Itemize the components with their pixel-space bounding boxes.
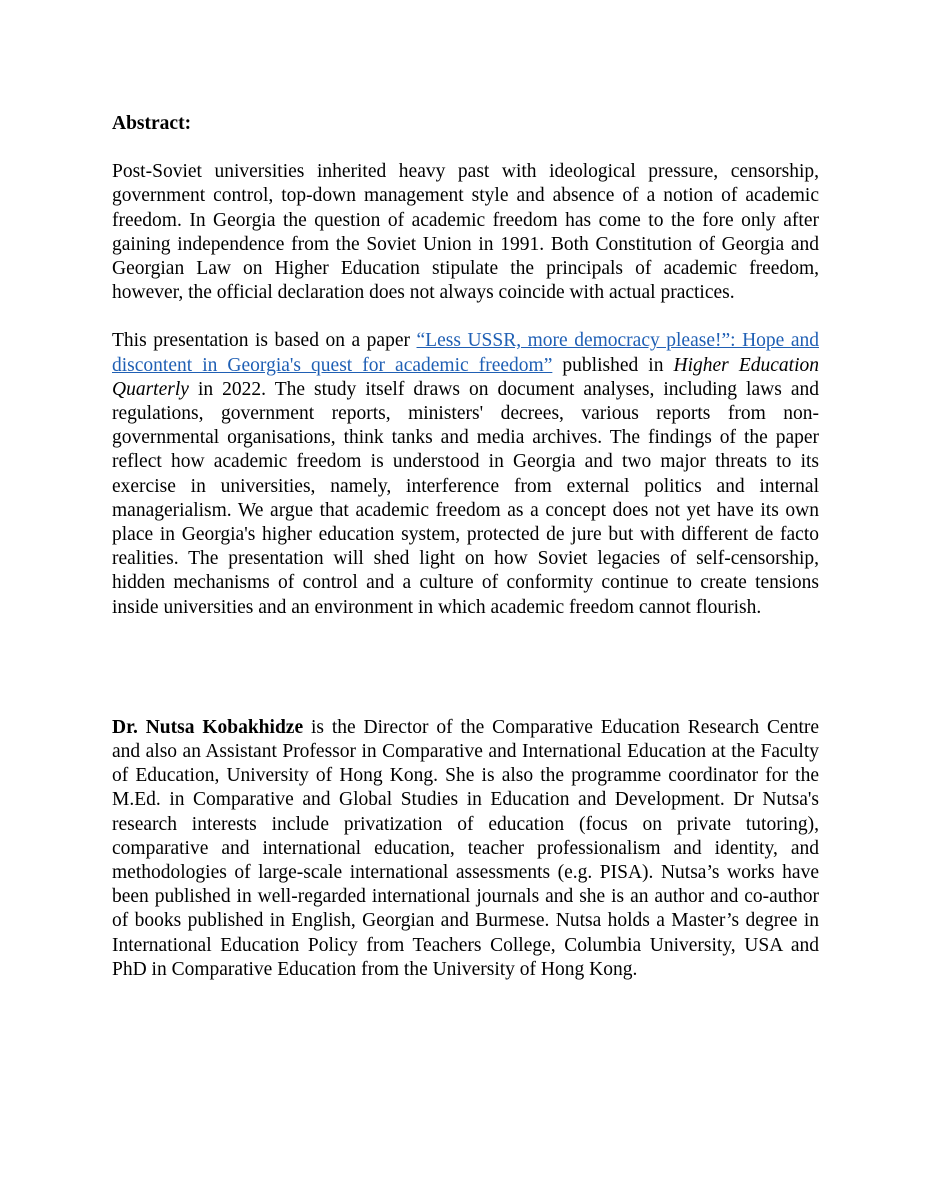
abstract-paragraph-1: Post-Soviet universities inherited heavy past with ideological pressure, censorship, government control, top-down management style and absence of a notion of academic freedom. In Georgia the question of academic freedom has come to the fore only after gaining independence from the Soviet Union in 1991. Both Constitution of Georgia and Georgian Law on Higher Education stipulate the principals of academic freedom, however, the official declaration does not always coincide with actual practices. [112,161,819,304]
abstract-paragraph-2 [112,329,819,619]
paragraph-2-intro: This presentation is based on a paper [112,330,417,352]
document-page [112,112,819,982]
paragraph-2-rest: in 2022. The study itself draws on document analyses, including laws and regulations, government reports, ministers' decrees, various reports from non-governmental organisations, think tanks and media archives. The findings of the paper reflect how academic freedom is understood in Georgia and two major threats to its exercise in universities, namely, interference from external politics and internal managerialism. We argue that academic freedom as a concept does not yet have its own place in Georgia's higher education system, protected de jure but with different de facto realities. The presentation will shed light on how Soviet legacies of self-censorship, hidden mechanisms of control and a culture of conformity continue to create tensions inside universities and an environment in which academic freedom cannot flourish. [112,378,819,618]
bio-paragraph [112,716,819,982]
paper-title-link[interactable]: “Less USSR, more democracy please!”: Hope and discontent in Georgia's quest for academic freedom” [112,330,819,376]
journal-name: Higher Education Quarterly [112,354,819,400]
paragraph-2-after-link: published in [552,354,674,376]
bio-text: is the Director of the Comparative Education Research Centre and also an Assistant Professor in Comparative and International Education at the Faculty of Education, University of Hong Kong. She is also the programme coordinator for the M.Ed. in Comparative and Global Studies in Education and Development. Dr Nutsa's research interests include privatization of education (focus on private tutoring), comparative and international education, teacher professionalism and identity, and methodologies of large-scale international assessments (e.g. PISA). Nutsa’s works have been published in well-regarded international journals and she is an author and co-author of books published in English, Georgian and Burmese. Nutsa holds a Master’s degree in International Education Policy from Teachers College, Columbia University, USA and PhD in Comparative Education from the University of Hong Kong. [112,716,820,980]
abstract-heading: Abstract: [112,113,192,134]
author-name: Dr. Nutsa Kobakhidze [112,716,304,738]
